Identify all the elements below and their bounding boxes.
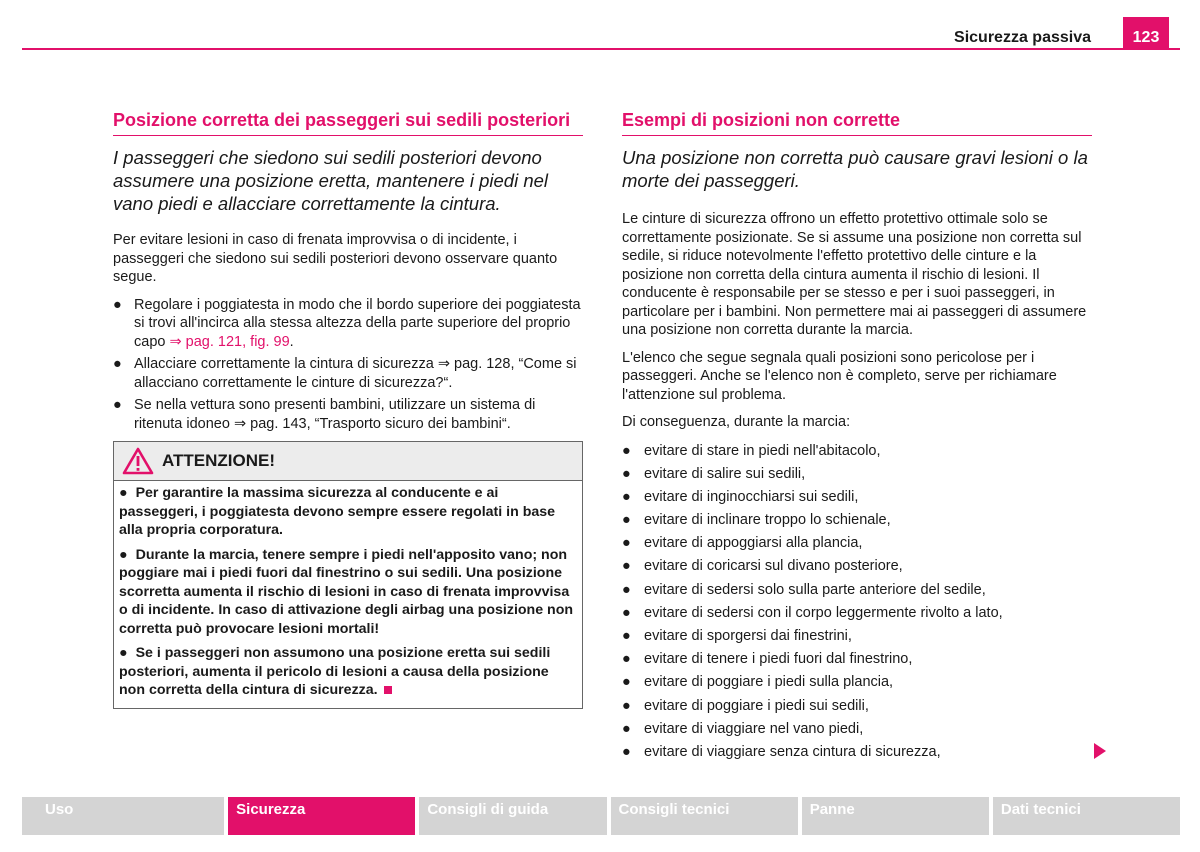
right-paragraph: L'elenco che segue segnala quali posizioni sono pericolose per i passeggeri. Anche se l'elenco non è completo, serve per richiamare l'attenzione sul problema. (622, 349, 1057, 403)
tab-dati-tecnici[interactable]: Dati tecnici (993, 797, 1180, 835)
tab-consigli-tecnici[interactable]: Consigli tecnici (611, 797, 798, 835)
list-item (622, 511, 1092, 530)
bullet-dot-icon: ● (622, 512, 631, 529)
page-number: 123 (1123, 17, 1169, 50)
warning-item-text: Durante la marcia, tenere sempre i piedi nell'apposito vano; non poggiare mai i piedi fuori dal finestrino o sui sedili. Una posizione scorretta aumenta il rischio di lesioni in caso di frenata improvvisa o di incidente. In caso di attivazione degli airbag una posizione non corretta può provocare lesioni mortali! (119, 546, 574, 637)
bullet-dot-icon: ● (622, 465, 631, 482)
warning-item-text: Per garantire la massima sicurezza al conducente e ai passeggeri, i poggiatesta devono sempre essere regolati in base alla propria corporatura. (119, 485, 556, 538)
left-column (113, 110, 583, 709)
list-item-text: evitare di poggiare i piedi sui sedili, (644, 697, 869, 714)
list-item-text: . (289, 333, 294, 350)
list-item-text: evitare di sporgersi dai finestrini, (644, 628, 852, 644)
list-item (113, 396, 583, 433)
bullet-dot-icon: ● (622, 558, 631, 575)
tab-consigli-di-guida[interactable]: Consigli di guida (419, 797, 606, 835)
bullet-dot-icon: ● (113, 296, 122, 313)
list-item (622, 627, 1092, 646)
list-item (622, 673, 1092, 692)
list-item (622, 465, 1092, 484)
list-item (113, 296, 583, 352)
warning-box (113, 441, 583, 709)
bullet-dot-icon: ● (622, 720, 631, 737)
list-item-text: Regolare i poggiatesta in modo che il bordo superiore dei poggiatesta si trovi all'incirca alla stessa altezza della parte superiore del proprio capo (134, 296, 581, 350)
list-item (622, 557, 1092, 576)
warning-triangle-icon (122, 447, 154, 475)
list-item (622, 534, 1092, 553)
left-intro: Per evitare lesioni in caso di frenata improvvisa o di incidente, i passeggeri che siedono sui sedili posteriori devono osservare quanto segue. (113, 232, 558, 285)
list-item (622, 604, 1092, 623)
warning-body (114, 481, 582, 708)
bullet-dot-icon: ● (622, 628, 631, 644)
list-item (622, 488, 1092, 507)
bullet-dot-icon: ● (622, 581, 631, 598)
list-item (622, 442, 1092, 461)
bullet-dot-icon: ● (622, 743, 631, 760)
left-section-title: Posizione corretta dei passeggeri sui sedili posteriori (113, 110, 583, 136)
next-page-arrow-icon[interactable] (1094, 743, 1106, 759)
warning-item (119, 644, 577, 700)
right-section-title: Esempi di posizioni non corrette (622, 110, 1092, 136)
list-item (622, 650, 1092, 669)
list-item-text: evitare di inginocchiarsi sui sedili, (644, 488, 859, 505)
bullet-dot-icon: ● (119, 645, 128, 661)
bullet-dot-icon: ● (622, 651, 631, 668)
right-paragraph: Le cinture di sicurezza offrono un effetto protettivo ottimale solo se correttamente posizionate. Se si assume una posizione non corretta sul sedile, si riduce notevolmente l'effetto protettivo delle cinture e la posizione non corretta della cintura aumenta il rischio di lesioni. Il conducente è responsabile per se stesso e per i suoi passeggeri, in particolare per i bambini. Non permettere mai ai passeggeri di assumere una posizione non corretta durante la marcia. (622, 211, 1087, 338)
end-square-icon (384, 686, 392, 694)
bullet-dot-icon: ● (622, 442, 631, 459)
right-list (622, 442, 1092, 762)
list-item-text: evitare di coricarsi sul divano posteriore, (644, 558, 903, 575)
tab-panne[interactable]: Panne (802, 797, 989, 835)
right-paragraph: Di conseguenza, durante la marcia: (622, 414, 851, 430)
list-item-text: Se nella vettura sono presenti bambini, utilizzare un sistema di ritenuta idoneo ⇒ pag. 143, “Trasporto sicuro dei bambini“. (134, 397, 536, 432)
list-item (622, 581, 1092, 600)
list-item-text: evitare di viaggiare senza cintura di sicurezza, (644, 743, 941, 760)
tab-uso[interactable]: Uso (22, 797, 224, 835)
list-item-text: evitare di appoggiarsi alla plancia, (644, 535, 863, 552)
header-rule (22, 48, 1180, 50)
bullet-dot-icon: ● (119, 546, 128, 563)
bullet-dot-icon: ● (622, 488, 631, 505)
list-item (622, 743, 1092, 762)
bullet-dot-icon: ● (622, 697, 631, 714)
page-link[interactable]: ⇒ pag. 121, fig. 99 (169, 333, 290, 350)
left-lead: I passeggeri che siedono sui sedili posteriori devono assumere una posizione eretta, mantenere i piedi nel vano piedi e allacciare correttamente la cintura. (113, 147, 549, 214)
list-item-text: evitare di salire sui sedili, (644, 465, 806, 482)
footer-nav (22, 797, 1180, 835)
right-lead: Una posizione non corretta può causare gravi lesioni o la morte dei passeggeri. (622, 147, 1088, 191)
list-item-text: evitare di inclinare troppo lo schienale, (644, 512, 891, 529)
list-item-text: evitare di sedersi con il corpo leggermente rivolto a lato, (644, 604, 1003, 621)
warning-header (114, 442, 582, 481)
warning-item (119, 484, 577, 540)
warning-label: ATTENZIONE! (162, 451, 276, 470)
list-item-text: evitare di tenere i piedi fuori dal finestrino, (644, 651, 913, 668)
list-item (622, 697, 1092, 716)
list-item (113, 355, 583, 392)
list-item-text: Allacciare correttamente la cintura di sicurezza ⇒ pag. 128, “Come si allacciano correttamente le cinture di sicurezza?“. (134, 356, 577, 391)
list-item-text: evitare di poggiare i piedi sulla plancia, (644, 674, 894, 691)
bullet-dot-icon: ● (622, 604, 631, 621)
warning-item (119, 546, 577, 639)
right-column (622, 110, 1092, 766)
bullet-dot-icon: ● (119, 485, 128, 501)
list-item (622, 720, 1092, 739)
list-item-text: evitare di sedersi solo sulla parte anteriore del sedile, (644, 581, 986, 598)
warning-item-text: Se i passeggeri non assumono una posizione eretta sui sedili posteriori, aumenta il pericolo di lesioni a causa della posizione non corretta della cintura di sicurezza. (119, 645, 551, 698)
bullet-dot-icon: ● (113, 356, 122, 372)
running-header-title: Sicurezza passiva (954, 29, 1091, 46)
tab-sicurezza[interactable]: Sicurezza (228, 797, 415, 835)
list-item-text: evitare di viaggiare nel vano piedi, (644, 720, 864, 737)
bullet-dot-icon: ● (622, 674, 631, 691)
bullet-dot-icon: ● (113, 397, 122, 413)
bullet-dot-icon: ● (622, 535, 631, 552)
list-item-text: evitare di stare in piedi nell'abitacolo, (644, 442, 881, 459)
